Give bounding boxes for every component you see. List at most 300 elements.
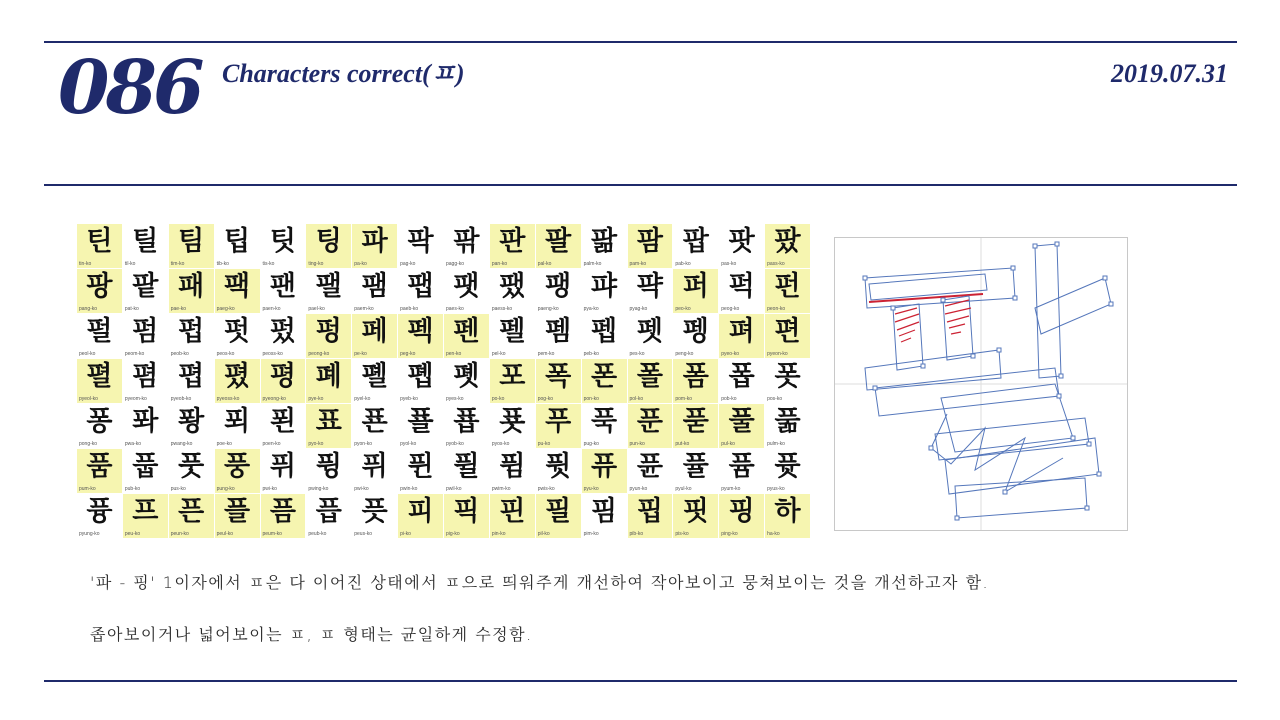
glyph-cell xyxy=(719,494,765,539)
glyph-cell xyxy=(123,269,169,314)
glyph-cell xyxy=(490,359,536,404)
glyph-cell xyxy=(536,494,582,539)
glyph-char: 핀 xyxy=(499,496,526,527)
glyph-cell xyxy=(398,494,444,539)
glyph-char: 피 xyxy=(407,496,434,527)
glyph-char: 페 xyxy=(361,316,388,347)
glyph-char: 펐 xyxy=(269,316,296,347)
glyph-label: peng-ko xyxy=(675,351,694,357)
glyph-char: 폣 xyxy=(453,361,480,392)
glyph-char: 퓌 xyxy=(361,451,388,482)
note-line-1: '파 - 핑' 1이자에서 ㅍ은 다 이어진 상태에서 ㅍ으로 띄워주게 개선하여 작아보이고 뭉쳐보이는 것을 개선하고자 함. xyxy=(90,573,990,592)
glyph-char: 펨 xyxy=(545,316,572,347)
glyph-cell xyxy=(765,404,811,449)
glyph-label: ting-ko xyxy=(308,261,324,267)
glyph-cell xyxy=(444,314,490,359)
glyph-label: tis-ko xyxy=(262,261,275,267)
glyph-label: pam-ko xyxy=(629,261,647,267)
glyph-cell xyxy=(261,224,307,269)
glyph-cell xyxy=(306,449,352,494)
glyph-cell xyxy=(169,494,215,539)
glyph-label: pael-ko xyxy=(308,306,325,312)
glyph-label: pulm-ko xyxy=(767,441,785,447)
glyph-label: pel-ko xyxy=(491,351,506,357)
glyph-sketch xyxy=(834,237,1128,531)
glyph-char: 폘 xyxy=(361,361,388,392)
glyph-label: peus-ko xyxy=(354,531,373,537)
glyph-label: pwim-ko xyxy=(491,486,511,492)
glyph-label: pyun-ko xyxy=(629,486,648,492)
glyph-cell xyxy=(306,494,352,539)
glyph-char: 팩 xyxy=(224,271,251,302)
glyph-cell xyxy=(77,359,123,404)
glyph-char: 핏 xyxy=(682,496,709,527)
glyph-label: pwang-ko xyxy=(170,441,193,447)
glyph-label: peob-ko xyxy=(170,351,189,357)
glyph-cell xyxy=(215,359,261,404)
glyph-label: pass-ko xyxy=(767,261,785,267)
glyph-char: 퓡 xyxy=(315,451,342,482)
glyph-label: paeb-ko xyxy=(400,306,419,312)
glyph-label: til-ko xyxy=(124,261,136,267)
glyph-char: 팸 xyxy=(361,271,388,302)
glyph-char: 퓽 xyxy=(86,496,113,527)
glyph-char: 팻 xyxy=(453,271,480,302)
glyph-label: pong-ko xyxy=(79,441,98,447)
glyph-label: pwil-ko xyxy=(446,486,462,492)
glyph-label: peg-ko xyxy=(400,351,416,357)
glyph-label: pem-ko xyxy=(537,351,555,357)
glyph-label: pyeol-ko xyxy=(79,396,98,402)
glyph-cell xyxy=(169,224,215,269)
glyph-label: pye-ko xyxy=(308,396,324,402)
glyph-char: 핍 xyxy=(636,496,663,527)
glyph-cell xyxy=(169,404,215,449)
glyph-cell xyxy=(765,269,811,314)
glyph-char: 팅 xyxy=(315,226,342,257)
glyph-cell xyxy=(261,404,307,449)
glyph-label: pyeb-ko xyxy=(400,396,418,402)
glyph-char: 펩 xyxy=(591,316,618,347)
glyph-label: peos-ko xyxy=(216,351,235,357)
glyph-cell xyxy=(306,269,352,314)
glyph-cell xyxy=(765,224,811,269)
glyph-cell xyxy=(215,404,261,449)
glyph-cell xyxy=(306,404,352,449)
glyph-char: 퓔 xyxy=(453,451,480,482)
glyph-label: pat-ko xyxy=(124,306,139,312)
glyph-char: 팎 xyxy=(453,226,480,257)
glyph-label: pwi-ko xyxy=(262,486,277,492)
glyph-cell xyxy=(398,359,444,404)
glyph-label: pis-ko xyxy=(675,531,689,537)
glyph-label: pim-ko xyxy=(583,531,599,537)
glyph-cell xyxy=(628,404,674,449)
glyph-char: 펴 xyxy=(728,316,755,347)
glyph-char: 판 xyxy=(499,226,526,257)
glyph-label: pyes-ko xyxy=(446,396,464,402)
glyph-char: 폼 xyxy=(682,361,709,392)
glyph-char: 퍼 xyxy=(682,271,709,302)
glyph-cell xyxy=(536,404,582,449)
glyph-cell xyxy=(673,449,719,494)
glyph-cell xyxy=(444,494,490,539)
header-divider xyxy=(44,184,1237,186)
glyph-char: 퓌 xyxy=(269,451,296,482)
glyph-cell xyxy=(536,314,582,359)
glyph-char: 폴 xyxy=(636,361,663,392)
glyph-char: 팀 xyxy=(178,226,205,257)
glyph-label: paem-ko xyxy=(354,306,374,312)
glyph-label: pyeon-ko xyxy=(767,351,788,357)
glyph-cell xyxy=(582,359,628,404)
glyph-label: pyol-ko xyxy=(400,441,417,447)
glyph-cell xyxy=(673,494,719,539)
glyph-label: pae-ko xyxy=(170,306,187,312)
glyph-cell xyxy=(444,269,490,314)
glyph-cell xyxy=(490,314,536,359)
glyph-cell xyxy=(765,359,811,404)
glyph-char: 펑 xyxy=(315,316,342,347)
glyph-label: pe-ko xyxy=(354,351,367,357)
glyph-label: pu-ko xyxy=(537,441,551,447)
glyph-label: pes-ko xyxy=(629,351,645,357)
glyph-cell xyxy=(352,269,398,314)
glyph-char: 펀 xyxy=(774,271,801,302)
glyph-char: 퓐 xyxy=(407,451,434,482)
glyph-cell xyxy=(77,269,123,314)
glyph-cell xyxy=(582,224,628,269)
glyph-label: pil-ko xyxy=(537,531,550,537)
glyph-char: 퓰 xyxy=(682,451,709,482)
glyph-cell xyxy=(352,449,398,494)
glyph-label: pub-ko xyxy=(124,486,141,492)
glyph-cell xyxy=(719,269,765,314)
glyph-char: 하 xyxy=(774,496,801,527)
glyph-label: pun-ko xyxy=(629,441,645,447)
glyph-label: pol-ko xyxy=(629,396,644,402)
glyph-cell xyxy=(123,494,169,539)
glyph-label: poen-ko xyxy=(262,441,281,447)
glyph-char: 폈 xyxy=(224,361,251,392)
glyph-char: 포 xyxy=(499,361,526,392)
glyph-cell xyxy=(719,449,765,494)
glyph-cell xyxy=(123,314,169,359)
glyph-cell xyxy=(398,224,444,269)
page-date: 2019.07.31 xyxy=(1111,59,1228,88)
glyph-char: 풍 xyxy=(224,451,251,482)
glyph-label: pwa-ko xyxy=(124,441,141,447)
glyph-char: 펭 xyxy=(682,316,709,347)
glyph-label: pob-ko xyxy=(721,396,737,402)
glyph-char: 핑 xyxy=(728,496,755,527)
glyph-char: 폰 xyxy=(591,361,618,392)
glyph-cell xyxy=(765,449,811,494)
glyph-char: 팍 xyxy=(407,226,434,257)
glyph-cell xyxy=(719,224,765,269)
glyph-cell xyxy=(123,359,169,404)
glyph-label: pwing-ko xyxy=(308,486,329,492)
glyph-char: 팁 xyxy=(224,226,251,257)
glyph-label: pom-ko xyxy=(675,396,693,402)
glyph-char: 퍅 xyxy=(636,271,663,302)
glyph-cell xyxy=(628,314,674,359)
glyph-cell xyxy=(398,404,444,449)
glyph-cell xyxy=(352,224,398,269)
glyph-cell xyxy=(536,269,582,314)
glyph-cell xyxy=(352,314,398,359)
glyph-cell xyxy=(215,314,261,359)
glyph-cell xyxy=(77,449,123,494)
glyph-char: 푿 xyxy=(682,406,709,437)
glyph-cell xyxy=(352,494,398,539)
glyph-label: poe-ko xyxy=(216,441,232,447)
glyph-cell xyxy=(261,314,307,359)
glyph-label: pib-ko xyxy=(629,531,644,537)
glyph-char: 필 xyxy=(545,496,572,527)
glyph-cell xyxy=(582,314,628,359)
glyph-char: 팟 xyxy=(728,226,755,257)
glyph-label: peoss-ko xyxy=(262,351,283,357)
glyph-cell xyxy=(719,404,765,449)
glyph-label: pyon-ko xyxy=(354,441,373,447)
glyph-cell xyxy=(490,269,536,314)
glyph-label: pyel-ko xyxy=(354,396,371,402)
glyph-label: peul-ko xyxy=(216,531,234,537)
glyph-cell xyxy=(444,224,490,269)
glyph-char: 폽 xyxy=(728,361,755,392)
glyph-label: pya-ko xyxy=(583,306,599,312)
glyph-char: 틸 xyxy=(132,226,159,257)
glyph-label: pyeom-ko xyxy=(124,396,147,402)
glyph-label: put-ko xyxy=(675,441,690,447)
glyph-char: 팜 xyxy=(636,226,663,257)
glyph-cell xyxy=(444,449,490,494)
glyph-char: 팥 xyxy=(132,271,159,302)
glyph-label: peog-ko xyxy=(721,306,740,312)
glyph-label: pog-ko xyxy=(537,396,554,402)
glyph-label: paes-ko xyxy=(446,306,464,312)
glyph-char: 표 xyxy=(315,406,342,437)
glyph-char: 편 xyxy=(774,316,801,347)
glyph-char: 푼 xyxy=(636,406,663,437)
glyph-char: 핌 xyxy=(591,496,618,527)
glyph-cell xyxy=(719,314,765,359)
glyph-char: 팠 xyxy=(774,226,801,257)
glyph-label: pagg-ko xyxy=(446,261,465,267)
glyph-label: pyeoss-ko xyxy=(216,396,240,402)
glyph-char: 퓜 xyxy=(499,451,526,482)
glyph-cell xyxy=(490,224,536,269)
glyph-char: 팰 xyxy=(315,271,342,302)
glyph-char: 펌 xyxy=(132,316,159,347)
glyph-cell xyxy=(77,224,123,269)
glyph-label: peon-ko xyxy=(767,306,786,312)
glyph-cell xyxy=(215,224,261,269)
glyph-label: peub-ko xyxy=(308,531,327,537)
glyph-cell xyxy=(765,494,811,539)
glyph-cell xyxy=(536,224,582,269)
glyph-cell xyxy=(582,449,628,494)
glyph-char: 푹 xyxy=(591,406,618,437)
page-title: Characters correct(ㅍ) xyxy=(222,59,465,88)
glyph-label: pan-ko xyxy=(491,261,508,267)
glyph-cell xyxy=(628,269,674,314)
glyph-label: pas-ko xyxy=(721,261,737,267)
glyph-char: 퐝 xyxy=(178,406,205,437)
glyph-label: pyung-ko xyxy=(79,531,100,537)
glyph-label: pab-ko xyxy=(675,261,691,267)
glyph-cell xyxy=(77,404,123,449)
glyph-char: 퓟 xyxy=(545,451,572,482)
glyph-cell xyxy=(673,359,719,404)
glyph-char: 틴 xyxy=(86,226,113,257)
glyph-char: 폡 xyxy=(407,361,434,392)
glyph-char: 팬 xyxy=(269,271,296,302)
glyph-label: pug-ko xyxy=(583,441,599,447)
glyph-label: pung-ko xyxy=(216,486,235,492)
glyph-label: pyag-ko xyxy=(629,306,648,312)
glyph-char: 픈 xyxy=(178,496,205,527)
glyph-label: pal-ko xyxy=(537,261,552,267)
glyph-label: pon-ko xyxy=(583,396,599,402)
glyph-label: pig-ko xyxy=(446,531,460,537)
glyph-label: peum-ko xyxy=(262,531,282,537)
glyph-cell xyxy=(490,449,536,494)
glyph-char: 픕 xyxy=(315,496,342,527)
glyph-label: pa-ko xyxy=(354,261,367,267)
glyph-cell xyxy=(261,359,307,404)
glyph-cell xyxy=(306,224,352,269)
glyph-cell xyxy=(123,404,169,449)
glyph-cell xyxy=(123,449,169,494)
glyph-cell xyxy=(215,449,261,494)
glyph-char: 픽 xyxy=(453,496,480,527)
glyph-label: paess-ko xyxy=(491,306,513,312)
bottom-rule xyxy=(44,680,1237,682)
glyph-char: 팹 xyxy=(407,271,434,302)
glyph-char: 푀 xyxy=(224,406,251,437)
glyph-label: ha-ko xyxy=(767,531,780,537)
glyph-label: pul-ko xyxy=(721,441,735,447)
glyph-cell xyxy=(673,224,719,269)
glyph-cell xyxy=(444,404,490,449)
glyph-char: 푯 xyxy=(499,406,526,437)
glyph-cell xyxy=(444,359,490,404)
glyph-cell xyxy=(77,494,123,539)
glyph-char: 풂 xyxy=(774,406,801,437)
glyph-cell xyxy=(398,449,444,494)
glyph-grid xyxy=(77,224,811,539)
glyph-cell xyxy=(765,314,811,359)
glyph-char: 팔 xyxy=(545,226,572,257)
glyph-cell xyxy=(169,449,215,494)
glyph-cell xyxy=(123,224,169,269)
glyph-char: 펍 xyxy=(178,316,205,347)
glyph-char: 풉 xyxy=(132,451,159,482)
glyph-label: pi-ko xyxy=(400,531,411,537)
glyph-char: 프 xyxy=(132,496,159,527)
glyph-cell xyxy=(306,359,352,404)
glyph-char: 퓬 xyxy=(636,451,663,482)
glyph-cell xyxy=(628,494,674,539)
glyph-char: 펏 xyxy=(224,316,251,347)
glyph-char: 품 xyxy=(86,451,113,482)
glyph-label: pyeong-ko xyxy=(262,396,286,402)
top-rule xyxy=(44,41,1237,43)
glyph-char: 풋 xyxy=(178,451,205,482)
glyph-cell xyxy=(628,359,674,404)
glyph-cell xyxy=(490,404,536,449)
glyph-cell xyxy=(169,314,215,359)
glyph-char: 퍽 xyxy=(728,271,755,302)
glyph-label: pum-ko xyxy=(79,486,96,492)
glyph-char: 픗 xyxy=(361,496,388,527)
glyph-label: pos-ko xyxy=(767,396,783,402)
glyph-char: 푄 xyxy=(269,406,296,437)
glyph-cell xyxy=(536,449,582,494)
glyph-cell xyxy=(490,494,536,539)
glyph-cell xyxy=(628,224,674,269)
glyph-label: pyul-ko xyxy=(675,486,692,492)
glyph-label: peu-ko xyxy=(124,531,141,537)
glyph-label: pwi-ko xyxy=(354,486,369,492)
glyph-char: 펜 xyxy=(453,316,480,347)
glyph-label: pyus-ko xyxy=(767,486,785,492)
glyph-char: 퐈 xyxy=(132,406,159,437)
glyph-char: 푠 xyxy=(361,406,388,437)
glyph-label: pwis-ko xyxy=(537,486,555,492)
glyph-cell xyxy=(719,359,765,404)
glyph-label: pen-ko xyxy=(446,351,462,357)
glyph-cell xyxy=(398,269,444,314)
glyph-cell xyxy=(77,314,123,359)
glyph-char: 팽 xyxy=(545,271,572,302)
glyph-char: 팡 xyxy=(86,271,113,302)
glyph-label: pag-ko xyxy=(400,261,416,267)
glyph-char: 폐 xyxy=(315,361,342,392)
glyph-char: 팼 xyxy=(499,271,526,302)
glyph-cell xyxy=(352,359,398,404)
glyph-char: 픔 xyxy=(269,496,296,527)
glyph-char: 푸 xyxy=(545,406,572,437)
glyph-char: 푤 xyxy=(407,406,434,437)
glyph-label: palm-ko xyxy=(583,261,602,267)
glyph-cell xyxy=(169,359,215,404)
glyph-label: tin-ko xyxy=(79,261,92,267)
glyph-label: pyeob-ko xyxy=(170,396,192,402)
glyph-label: pin-ko xyxy=(491,531,506,537)
glyph-cell xyxy=(536,359,582,404)
glyph-char: 푭 xyxy=(453,406,480,437)
glyph-char: 퓸 xyxy=(728,451,755,482)
glyph-char: 펠 xyxy=(499,316,526,347)
glyph-label: peo-ko xyxy=(675,306,691,312)
glyph-label: paeng-ko xyxy=(537,306,559,312)
glyph-char: 팃 xyxy=(269,226,296,257)
glyph-label: pwin-ko xyxy=(400,486,418,492)
glyph-char: 폄 xyxy=(132,361,159,392)
glyph-label: paen-ko xyxy=(262,306,281,312)
glyph-label: pus-ko xyxy=(170,486,186,492)
glyph-label: tib-ko xyxy=(216,261,229,267)
glyph-label: pyob-ko xyxy=(446,441,464,447)
page-number: 086 xyxy=(58,45,201,131)
glyph-char: 펼 xyxy=(86,361,113,392)
glyph-cell xyxy=(582,494,628,539)
glyph-cell xyxy=(261,494,307,539)
glyph-cell xyxy=(306,314,352,359)
